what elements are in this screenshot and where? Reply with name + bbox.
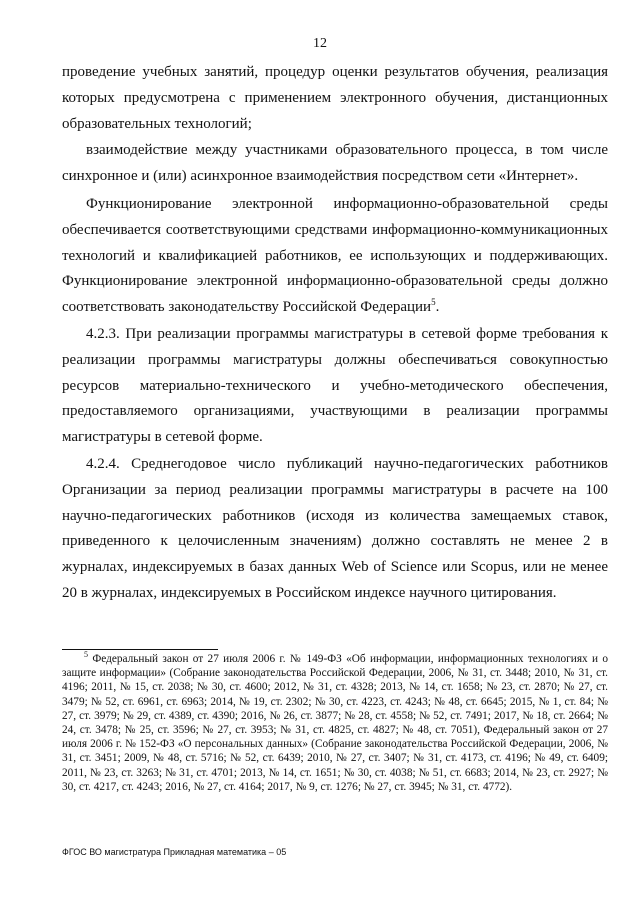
paragraph-block-2	[62, 138, 608, 190]
paragraph-block-1	[62, 60, 608, 137]
paragraph-1: проведение учебных занятий, процедур оценки результатов обучения, реализация которых предусмотрена с применением электронного обучения, дистанционных образовательных технологий;	[62, 64, 608, 132]
page-footer: ФГОС ВО магистратура Прикладная математика – 05	[62, 847, 287, 857]
paragraph-block-5	[62, 452, 608, 607]
page-number: 12	[313, 36, 327, 51]
footnote-number: 5	[84, 650, 88, 660]
paragraph-4-2-3: 4.2.3. При реализации программы магистратуры в сетевой форме требования к реализации программы магистратуры должны обеспечиваться совокупностью ресурсов материально-технического и учебно-методического обеспечения, предоставляемого организациями, участвующими в реализации программы магистратуры в сетевой форме.	[62, 326, 608, 446]
paragraph-block-3	[62, 192, 608, 321]
paragraph-3-text: Функционирование электронной информационно-образовательной среды обеспечивается соответствующими средствами информационно-коммуникационных технологий и квалификацией работников, ее использующих и поддерживающих. Функционирование электронной информационно-образовательной среды должно соответствовать законодательству Российской Федерации	[62, 196, 608, 316]
paragraph-3	[62, 192, 608, 321]
footnote-text: Федеральный закон от 27 июля 2006 г. № 149-ФЗ «Об информации, информационных технологиях и о защите информации» (Собрание законодательства Российской Федерации, 2006, № 31, ст. 3448; 2010, № 31, ст. 4196; 2011, № 15, ст. 2038; № 30, ст. 4600; 2012, № 31, ст. 4328; 2013, № 14, ст. 1658; № 23, ст. 2870; № 27, ст. 3479; № 52, ст. 6961, ст. 6963; 2014, № 19, ст. 2302; № 30, ст. 4223, ст. 4243; № 48, ст. 6645; 2015, № 1, ст. 84; № 27, ст. 3979; № 29, ст. 4389, ст. 4390; 2016, № 26, ст. 3877; № 28, ст. 4558; № 52, ст. 7491; 2017, № 18, ст. 2664; № 24, ст. 3478; № 25, ст. 3596; № 27, ст. 3953; № 31, ст. 4825, ст. 4827; № 48, ст. 7051), Федеральный закон от 27 июля 2006 г. № 152-ФЗ «О персональных данных» (Собрание законодательства Российской Федерации, 2006, № 31, ст. 3451; 2009, № 48, ст. 5716; № 52, ст. 6439; 2010, № 27, ст. 3407; № 31, ст. 4173, ст. 4196; № 49, ст. 6409; 2011, № 23, ст. 3263; № 31, ст. 4701; 2013, № 14, ст. 1651; № 30, ст. 4038; № 51, ст. 6683; 2014, № 23, ст. 2927; № 30, ст. 4217, ст. 4243; 2016, № 27, ст. 4164; 2017, № 9, ст. 1276; № 27, ст. 3945; № 31, ст. 4772).	[62, 653, 608, 793]
footnote	[62, 652, 608, 794]
footnote-reference: 5	[431, 297, 436, 308]
paragraph-4-2-4: 4.2.4. Среднегодовое число публикаций научно-педагогических работников Организации за период реализации программы магистратуры в расчете на 100 научно-педагогических работников (исходя из количества замещаемых ставок, приведенного к целочисленным значениям) должно составлять не менее 2 в журналах, индексируемых в базах данных Web of Science или Scopus, или не менее 20 в журналах, индексируемых в Российском индексе научного цитирования.	[62, 456, 608, 601]
paragraph-2: взаимодействие между участниками образовательного процесса, в том числе синхронное и (или) асинхронное взаимодействия посредством сети «Интернет».	[62, 142, 608, 184]
paragraph-block-4	[62, 322, 608, 451]
paragraph-3-end: .	[435, 299, 440, 316]
